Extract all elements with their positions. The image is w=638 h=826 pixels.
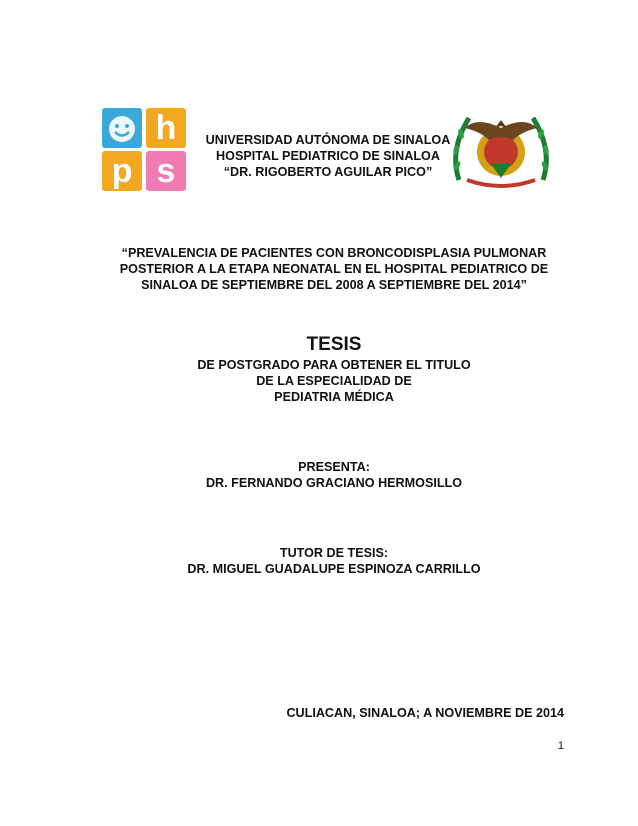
thesis-title-line-1: “PREVALENCIA DE PACIENTES CON BRONCODISPLASIA PULMONAR [121,246,547,260]
thesis-purpose-line-3: PEDIATRIA MÉDICA [274,390,394,404]
presenter-label: PRESENTA: [298,460,370,474]
tutor-name: DR. MIGUEL GUADALUPE ESPINOZA CARRILLO [187,562,481,576]
thesis-purpose-line-2: DE LA ESPECIALIDAD DE [256,374,412,388]
hospital-name: HOSPITAL PEDIATRICO DE SINALOA [216,149,440,163]
thesis-heading: TESIS [306,334,362,355]
hps-logo [100,106,188,192]
presenter-name: DR. FERNANDO GRACIANO HERMOSILLO [205,476,463,490]
hps-logo-s-tile [146,151,186,191]
smiley-face-icon [102,108,142,148]
hps-logo-p: p [111,152,133,190]
hps-logo-h-tile [146,108,186,148]
uas-seal [447,106,555,192]
hps-logo-p-tile [102,151,142,191]
hps-logo-face-tile [102,108,142,148]
tutor-label: TUTOR DE TESIS: [279,546,389,560]
hps-logo-s: s [156,152,176,190]
thesis-title-line-3: SINALOA DE SEPTIEMBRE DEL 2008 A SEPTIEMBRE DEL 2014” [141,278,527,292]
thesis-title-line-2: POSTERIOR A LA ETAPA NEONATAL EN EL HOSPITAL PEDIATRICO DE [119,262,549,276]
hospital-honoree: “DR. RIGOBERTO AGUILAR PICO” [223,165,433,179]
university-name: UNIVERSIDAD AUTÓNOMA DE SINALOA [205,133,451,147]
hps-logo-h: h [155,109,177,147]
thesis-purpose-line-1: DE POSTGRADO PARA OBTENER EL TITULO [197,358,471,372]
uas-eagle-seal-icon [447,106,555,192]
place-and-date: CULIACAN, SINALOA; A NOVIEMBRE DE 2014 [286,706,564,720]
page-number: 1 [557,740,564,752]
